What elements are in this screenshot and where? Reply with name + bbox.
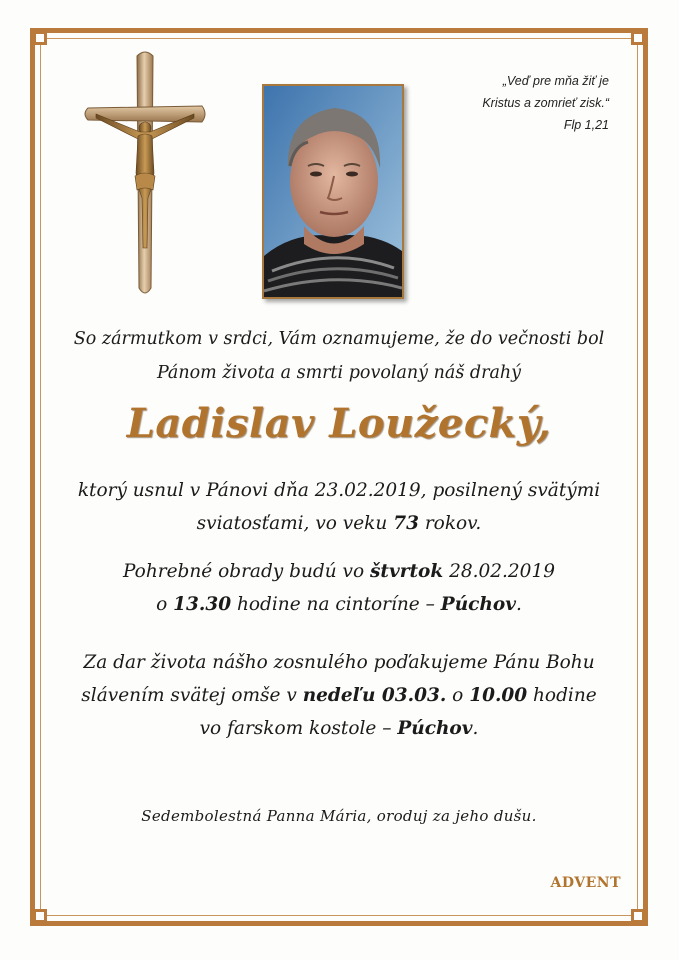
corner-ornament: [631, 909, 645, 923]
death-paragraph: [40, 474, 638, 540]
text: hodine na cintoríne –: [231, 594, 441, 615]
bible-quote: [482, 70, 609, 136]
funeral-time: 13.30: [173, 594, 232, 615]
portrait-image: [264, 86, 402, 297]
mass-date: 03.03.: [375, 685, 447, 706]
funeral-place: Púchov: [440, 594, 516, 615]
text: o: [156, 594, 174, 615]
text: .: [472, 718, 479, 739]
crucifix-icon: [80, 48, 210, 303]
deceased-name: Ladislav Loužecký,: [126, 400, 552, 447]
publisher-logo: ADVENT: [550, 875, 621, 891]
closing-prayer: Sedembolestná Panna Mária, oroduj za jeho dušu.: [141, 807, 537, 825]
intro-paragraph: [40, 322, 638, 390]
intro-line: So zármutkom v srdci, Vám oznamujeme, že do večnosti bol: [73, 329, 605, 349]
text: slávením svätej omše v: [81, 685, 303, 706]
funeral-date: 28.02.2019: [443, 561, 555, 582]
mass-paragraph: [40, 646, 638, 745]
corner-ornament: [631, 31, 645, 45]
funeral-paragraph: [40, 555, 638, 621]
text: hodine: [527, 685, 597, 706]
mass-line: [40, 679, 638, 712]
intro-line: Pánom života a smrti povolaný náš drahý: [156, 363, 522, 383]
death-line: [40, 507, 638, 540]
mass-line: Za dar života nášho zosnulého poďakujeme Pánu Bohu: [83, 652, 595, 673]
text: sviatosťami, vo veku: [196, 513, 394, 534]
funeral-line: [40, 588, 638, 621]
mass-time: 10.00: [469, 685, 528, 706]
text: Pohrebné obrady budú vo: [122, 561, 371, 582]
funeral-line: [40, 555, 638, 588]
text: rokov.: [418, 513, 482, 534]
mass-day: nedeľu: [302, 685, 376, 706]
funeral-day: štvrtok: [370, 561, 444, 582]
quote-reference: Flp 1,21: [563, 118, 609, 132]
quote-line: Kristus a zomrieť zisk.“: [482, 96, 609, 110]
mass-place: Púchov: [397, 718, 473, 739]
age-value: 73: [393, 513, 419, 534]
mass-line: [40, 712, 638, 745]
portrait-photo: [262, 84, 404, 299]
text: o: [446, 685, 470, 706]
quote-line: „Veď pre mňa žiť je: [502, 74, 609, 88]
text: vo farskom kostole –: [199, 718, 398, 739]
text: .: [515, 594, 522, 615]
corner-ornament: [33, 31, 47, 45]
death-line: ktorý usnul v Pánovi dňa 23.02.2019, posilnený svätými: [77, 480, 601, 501]
corner-ornament: [33, 909, 47, 923]
